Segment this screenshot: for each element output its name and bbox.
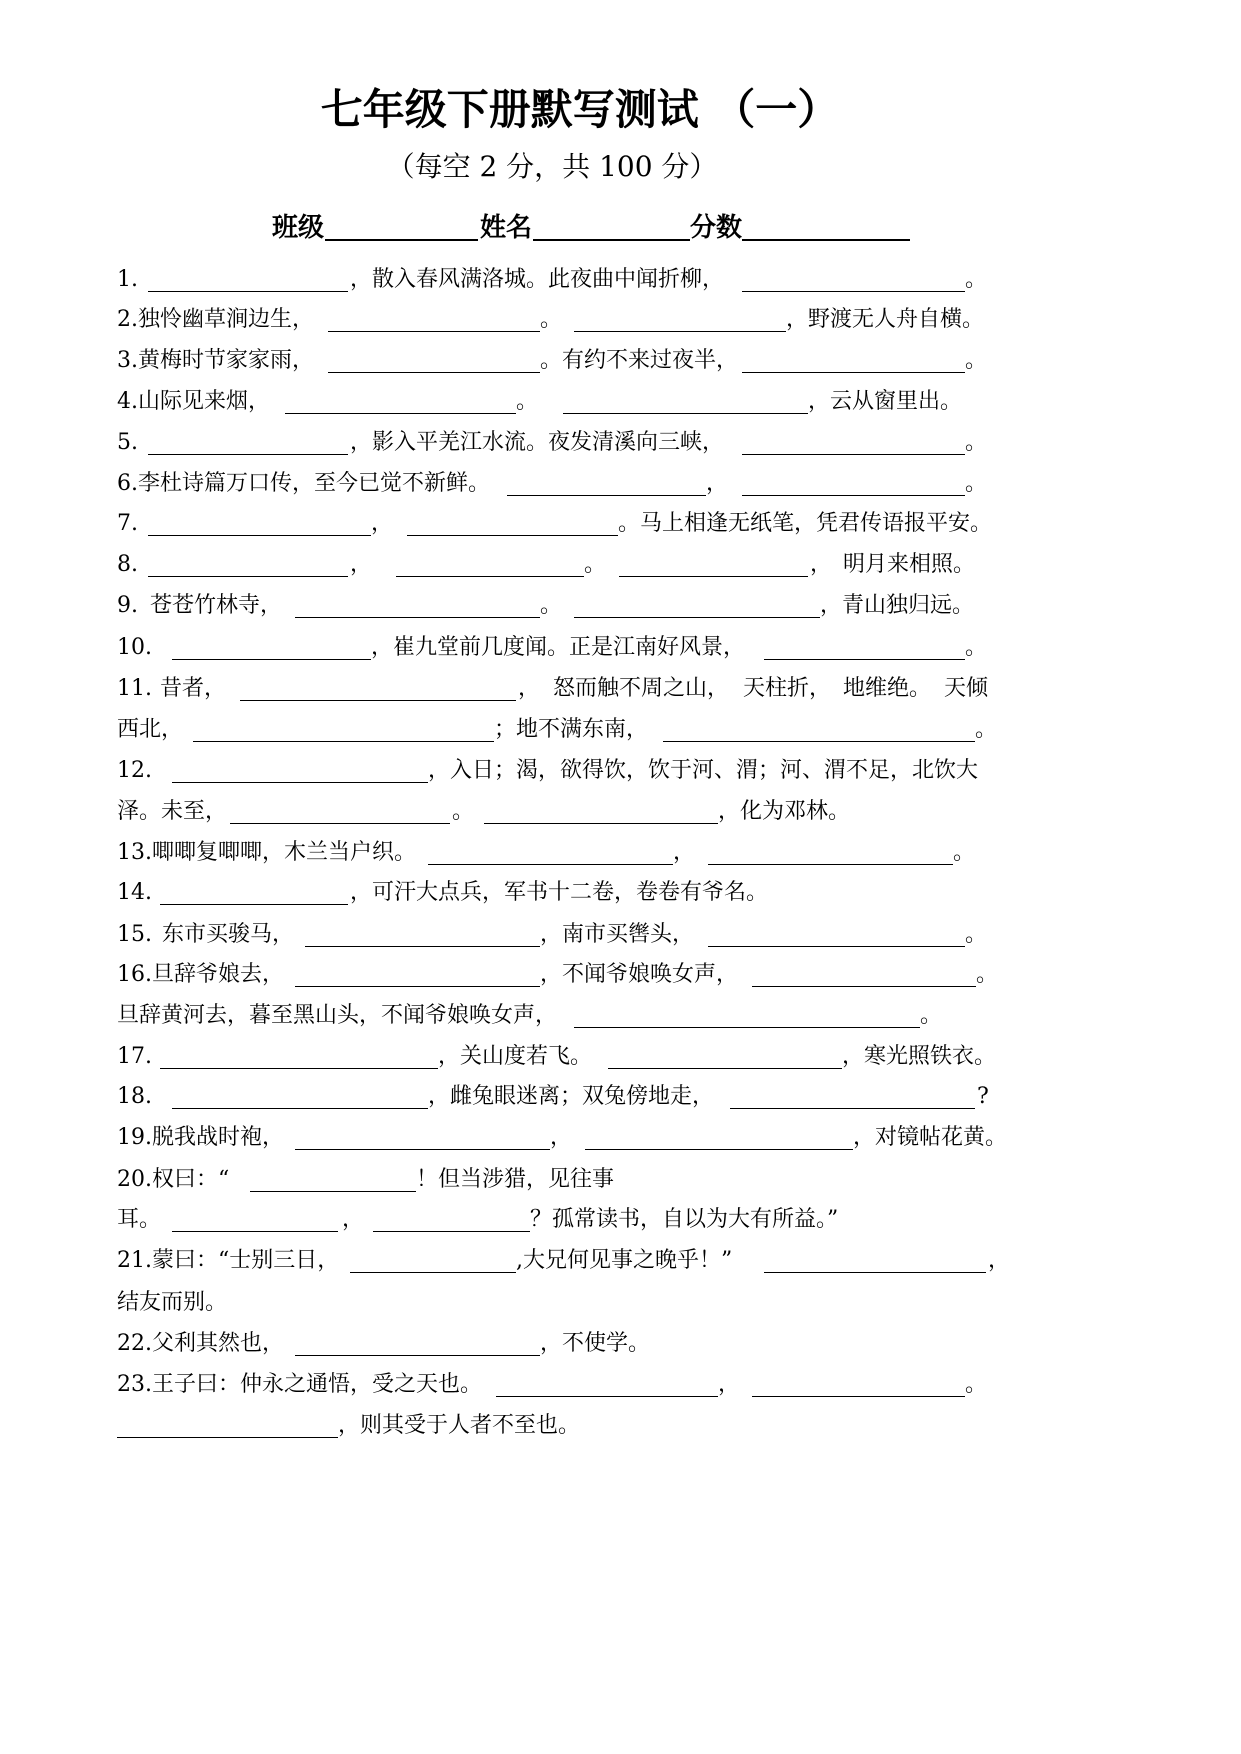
answer-blank: [742, 471, 965, 496]
question-text: 19.脱我战时袍，: [117, 1125, 284, 1150]
question-text: ，入日；渴，欲得饮，饮于河、渭；河、渭不足，北饮大: [428, 758, 979, 783]
question-text: ，可汗大点兵，军书十二卷，卷卷有爷名。: [350, 880, 769, 905]
answer-blank: [496, 1372, 718, 1397]
question-text: 2.独怜幽草涧边生，: [117, 307, 314, 332]
question-6: [0, 471, 1241, 497]
answer-blank: [730, 1084, 975, 1109]
answer-blank: [752, 1372, 965, 1397]
answer-blank: [373, 1207, 530, 1232]
answer-blank: [752, 962, 976, 987]
question-10: [0, 635, 1241, 661]
question-text: 22.父利其然也，: [117, 1331, 284, 1356]
answer-blank: [407, 511, 618, 536]
answer-blank: [708, 922, 965, 947]
question-text: 16.旦辞爷娘去，: [117, 962, 284, 987]
question-text: 6.李杜诗篇万口传，至今已觉不新鲜。: [117, 471, 490, 496]
question-number: 7.: [117, 511, 138, 536]
question-text: ，不使学。: [540, 1331, 651, 1356]
question-20-continued: [0, 1207, 1241, 1233]
question-text: ，寒光照铁衣。: [842, 1044, 997, 1069]
answer-blank: [148, 511, 371, 536]
question-text: 天倾: [944, 676, 989, 701]
answer-blank: [295, 1125, 550, 1150]
question-text: 怒而触不周之山，: [553, 676, 730, 701]
answer-blank: [396, 552, 584, 577]
answer-blank: [172, 1084, 428, 1109]
answer-blank: [295, 962, 540, 987]
question-text: 天柱折，: [743, 676, 832, 701]
question-text: 。: [975, 717, 998, 742]
question-text: ，不闻爷娘唤女声，: [540, 962, 739, 987]
answer-blank: [563, 389, 808, 414]
question-text: ，: [518, 676, 541, 701]
question-number: 11.: [117, 676, 152, 701]
question-16: [0, 962, 1241, 988]
question-text: ，则其受于人者不至也。: [338, 1413, 581, 1438]
answer-blank: [742, 430, 965, 455]
answer-blank: [305, 922, 540, 947]
question-number: 1.: [117, 267, 138, 292]
answer-blank: [295, 1331, 540, 1356]
answer-blank: [328, 307, 540, 332]
question-text: 。: [965, 348, 988, 373]
question-text: ，云从窗里出。: [808, 389, 963, 414]
answer-blank: [250, 1167, 416, 1192]
answer-blank: [160, 880, 348, 905]
question-number: 15.: [117, 922, 152, 947]
answer-blank: [574, 307, 786, 332]
question-5: [0, 430, 1241, 456]
question-text: ?: [977, 1084, 989, 1109]
question-text: ，散入春风满洛城。此夜曲中闻折柳，: [350, 267, 725, 292]
question-1: [0, 267, 1241, 293]
answer-blank: [708, 840, 953, 865]
question-text: 西北，: [117, 717, 184, 742]
question-text: ，青山独归远。: [820, 593, 975, 618]
question-text: 。: [976, 962, 999, 987]
answer-blank: [574, 593, 820, 618]
class-blank: [325, 212, 478, 241]
question-7: [0, 511, 1241, 537]
answer-blank: [193, 717, 494, 742]
question-number: 17.: [117, 1044, 152, 1069]
answer-blank: [117, 1413, 338, 1438]
question-text: ,大兄何见事之晚乎！”: [516, 1248, 733, 1273]
question-text: 明月来相照。: [843, 552, 976, 577]
answer-blank: [148, 430, 348, 455]
question-text: ，对镜帖花黄。: [853, 1125, 1008, 1150]
question-text: ，: [550, 1125, 573, 1150]
question-text: ，南市买辔头，: [540, 922, 695, 947]
question-text: ，野渡无人舟自横。: [786, 307, 985, 332]
question-16-continued: [0, 1003, 1241, 1029]
answer-blank: [148, 552, 348, 577]
question-number: 18.: [117, 1084, 152, 1109]
question-19: [0, 1125, 1241, 1151]
answer-blank: [148, 267, 348, 292]
answer-blank: [160, 1044, 438, 1069]
question-text: 。: [965, 922, 988, 947]
answer-blank: [764, 635, 965, 660]
question-text: ，: [810, 552, 833, 577]
answer-blank: [585, 1125, 853, 1150]
answer-blank: [350, 1248, 516, 1273]
question-text: 21.蒙曰：“士别三日，: [117, 1248, 340, 1273]
question-text: ！但当涉猎，见往事: [416, 1167, 615, 1192]
question-text: ，: [718, 1372, 741, 1397]
question-text: 4.山际见来烟，: [117, 389, 270, 414]
answer-blank: [574, 1003, 920, 1028]
question-number: 8.: [117, 552, 138, 577]
question-23: [0, 1372, 1241, 1398]
answer-blank: [295, 593, 540, 618]
question-17: [0, 1044, 1241, 1070]
question-text: 。: [953, 840, 976, 865]
answer-blank: [328, 348, 540, 373]
question-12-continued: [0, 799, 1241, 825]
question-12: [0, 758, 1241, 784]
question-23-continued: [0, 1413, 1241, 1439]
question-number: 5.: [117, 430, 138, 455]
student-info-row: [0, 212, 1241, 244]
question-9: [0, 593, 1241, 619]
question-text: 。: [965, 635, 988, 660]
answer-blank: [484, 799, 718, 824]
answer-blank: [172, 635, 371, 660]
question-text: 结友而别。: [117, 1290, 228, 1315]
question-text: 。: [452, 799, 475, 824]
answer-blank: [428, 840, 673, 865]
score-blank: [742, 212, 910, 241]
question-text: 3.黄梅时节家家雨，: [117, 348, 314, 373]
question-11-continued: [0, 717, 1241, 743]
score-label: 分数: [690, 213, 743, 243]
score-note: （每空 2 分，共 100 分）: [386, 150, 718, 183]
question-text: ，: [988, 1248, 1011, 1273]
question-text: 。: [516, 389, 539, 414]
question-text: ，化为邓林。: [718, 799, 851, 824]
question-13: [0, 840, 1241, 866]
question-number: 12.: [117, 758, 152, 783]
question-text: 。: [540, 307, 563, 332]
question-text: ，: [706, 471, 729, 496]
question-text: 东市买骏马，: [162, 922, 295, 947]
question-text: ，雌兔眼迷离；双兔傍地走，: [428, 1084, 715, 1109]
question-8: [0, 552, 1241, 578]
question-18: [0, 1084, 1241, 1110]
question-text: 20.权曰：“: [117, 1167, 230, 1192]
question-text: ，影入平羌江水流。夜发清溪向三峡，: [350, 430, 725, 455]
answer-blank: [240, 676, 516, 701]
question-text: ，: [371, 511, 394, 536]
question-2: [0, 307, 1241, 333]
question-text: 。: [965, 471, 988, 496]
answer-blank: [764, 1248, 986, 1273]
question-text: 。: [584, 552, 607, 577]
page-title: 七年级下册默写测试 （一）: [320, 85, 840, 134]
question-text: 。马上相逢无纸笔，凭君传语报平安。: [618, 511, 993, 536]
answer-blank: [619, 552, 808, 577]
answer-blank: [742, 348, 965, 373]
question-4: [0, 389, 1241, 415]
question-3: [0, 348, 1241, 374]
question-text: ，: [673, 840, 696, 865]
question-text: ，崔九堂前几度闻。正是江南好风景，: [371, 635, 746, 660]
question-text: ，: [342, 1207, 365, 1232]
answer-blank: [230, 799, 450, 824]
question-text: 。: [540, 593, 563, 618]
question-text: 23.王子曰：仲永之通悟，受之天也。: [117, 1372, 482, 1397]
question-21-continued: [0, 1290, 1241, 1316]
question-text: 旦辞黄河去，暮至黑山头，不闻爷娘唤女声，: [117, 1003, 558, 1028]
class-label: 班级: [272, 213, 325, 243]
question-21: [0, 1248, 1241, 1274]
question-text: 泽。未至，: [117, 799, 228, 824]
question-20: [0, 1167, 1241, 1193]
question-text: 苍苍竹林寺，: [150, 593, 283, 618]
question-text: 。: [965, 430, 988, 455]
question-text: 。: [965, 267, 988, 292]
question-14: [0, 880, 1241, 906]
answer-blank: [285, 389, 516, 414]
answer-blank: [172, 1207, 338, 1232]
question-text: ；地不满东南，: [494, 717, 649, 742]
answer-blank: [608, 1044, 842, 1069]
answer-blank: [663, 717, 975, 742]
question-22: [0, 1331, 1241, 1357]
answer-blank: [742, 267, 965, 292]
question-text: 耳。: [117, 1207, 162, 1232]
question-text: 地维绝。: [843, 676, 932, 701]
question-text: 。: [920, 1003, 943, 1028]
name-blank: [533, 212, 690, 241]
name-label: 姓名: [480, 213, 533, 243]
answer-blank: [507, 471, 706, 496]
question-number: 10.: [117, 635, 152, 660]
question-text: ，关山度若飞。: [438, 1044, 593, 1069]
question-text: 昔者，: [160, 676, 227, 701]
question-text: ，: [350, 552, 373, 577]
question-11: [0, 676, 1241, 702]
question-number: 14.: [117, 880, 152, 905]
question-text: 。: [965, 1372, 988, 1397]
question-text: ？孤常读书，自以为大有所益。”: [530, 1207, 839, 1232]
question-text: 13.唧唧复唧唧，木兰当户织。: [117, 840, 416, 865]
answer-blank: [172, 758, 428, 783]
question-15: [0, 922, 1241, 948]
question-number: 9.: [117, 593, 138, 618]
question-text: 。有约不来过夜半，: [540, 348, 739, 373]
